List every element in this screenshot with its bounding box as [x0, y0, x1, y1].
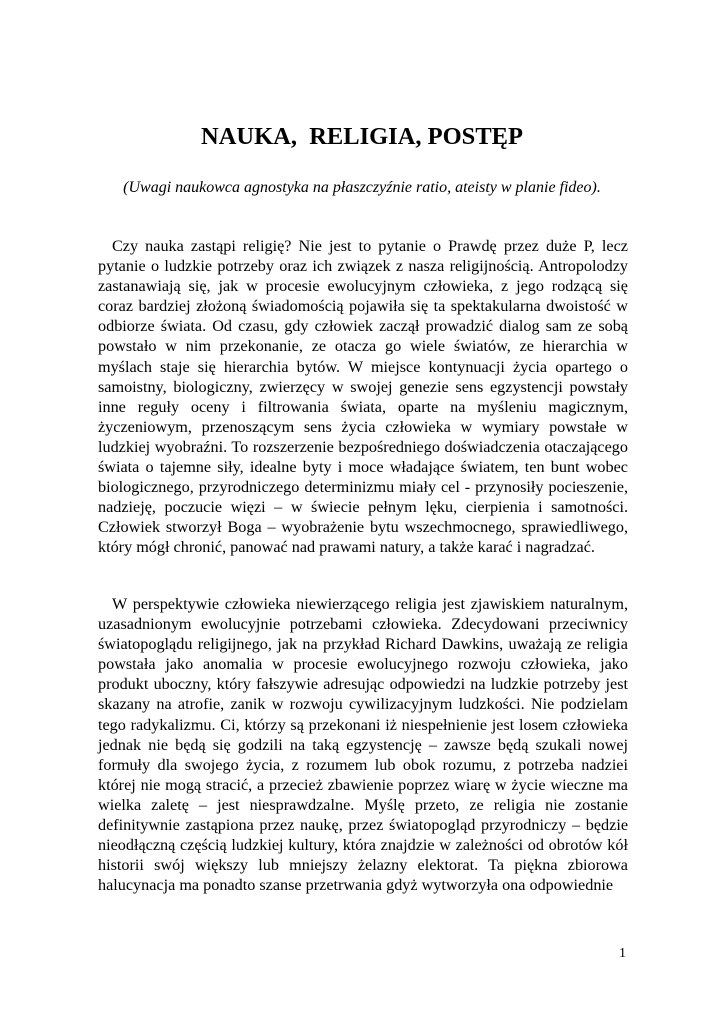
document-title: NAUKA, RELIGIA, POSTĘP: [201, 123, 523, 150]
paragraph-2: W perspektywie człowieka niewierzącego religia jest zjawiskiem naturalnym, uzasadnionym ewolucyjnie potrzebami człowieka. Zdecydowani przeciwnicy światopoglądu religijnego, jak na przykład Richard Dawkins, uważają ze religia powstała jako anomalia w procesie ewolucyjnego rozwoju człowieka, jako produkt uboczny, który fałszywie adresując odpowiedzi na ludzkie potrzeby jest skazany na atrofie, zanik w rozwoju cywilizacyjnym ludzkości. Nie podzielam tego radykalizmu. Ci, którzy są przekonani iż niespełnienie jest losem człowieka jednak nie będą się godzili na taką egzystencję – zawsze będą szukali nowej formuły dla swojego życia, z rozumem lub obok rozumu, z potrzeba nadziei której nie mogą stracić, a przecież zbawienie poprzez wiarę w życie wieczne ma wielka zaletę – jest niesprawdzalne. Myślę przeto, ze religia nie zostanie definitywnie zastąpiona przez naukę, przez światopogląd przyrodniczy – będzie nieodłączną częścią ludzkiej kultury, która znajdzie w zależności od obrotów kół historii swój większy lub mniejszy żelazny elektorat. Ta piękna zbiorowa halucynacja ma ponadto szanse przetrwania gdyż wytworzyła ona odpowiednie: [98, 595, 628, 895]
document-subtitle: (Uwagi naukowca agnostyka na płaszczyźnie ratio, ateisty w planie fideo).: [123, 179, 601, 196]
page-number: 1: [619, 946, 626, 961]
paragraph-1: Czy nauka zastąpi religię? Nie jest to pytanie o Prawdę przez duże P, lecz pytanie o ludzkie potrzeby oraz ich związek z nasza religijnością. Antropolodzy zastanawiają się, jak w procesie ewolucyjnym człowieka, z jego rodzącą się coraz bardziej złożoną świadomością pojawiła się ta spektakularna dwoistość w odbiorze świata. Od czasu, gdy człowiek zaczął prowadzić dialog sam ze sobą powstało w nim przekonanie, ze otacza go wiele światów, ze hierarchia w myślach staje się hierarchia bytów. W miejsce kontynuacji życia opartego o samoistny, biologiczny, zwierzęcy w swojej genezie sens egzystencji powstały inne reguły oceny i filtrowania świata, oparte na myśleniu magicznym, życzeniowym, przenoszącym sens życia człowieka w wymiary powstałe w ludzkiej wyobraźni. To rozszerzenie bezpośredniego doświadczenia otaczającego świata o tajemne siły, idealne byty i moce władające światem, ten bunt wobec biologicznego, przyrodniczego determinizmu miały cel - przynosiły pocieszenie, nadzieję, poczucie więzi – w świecie pełnym lęku, cierpienia i samotności. Człowiek stworzył Boga – wyobrażenie bytu wszechmocnego, sprawiedliwego, który mógł chronić, panować nad prawami natury, a także karać i nagradzać.: [98, 237, 628, 557]
